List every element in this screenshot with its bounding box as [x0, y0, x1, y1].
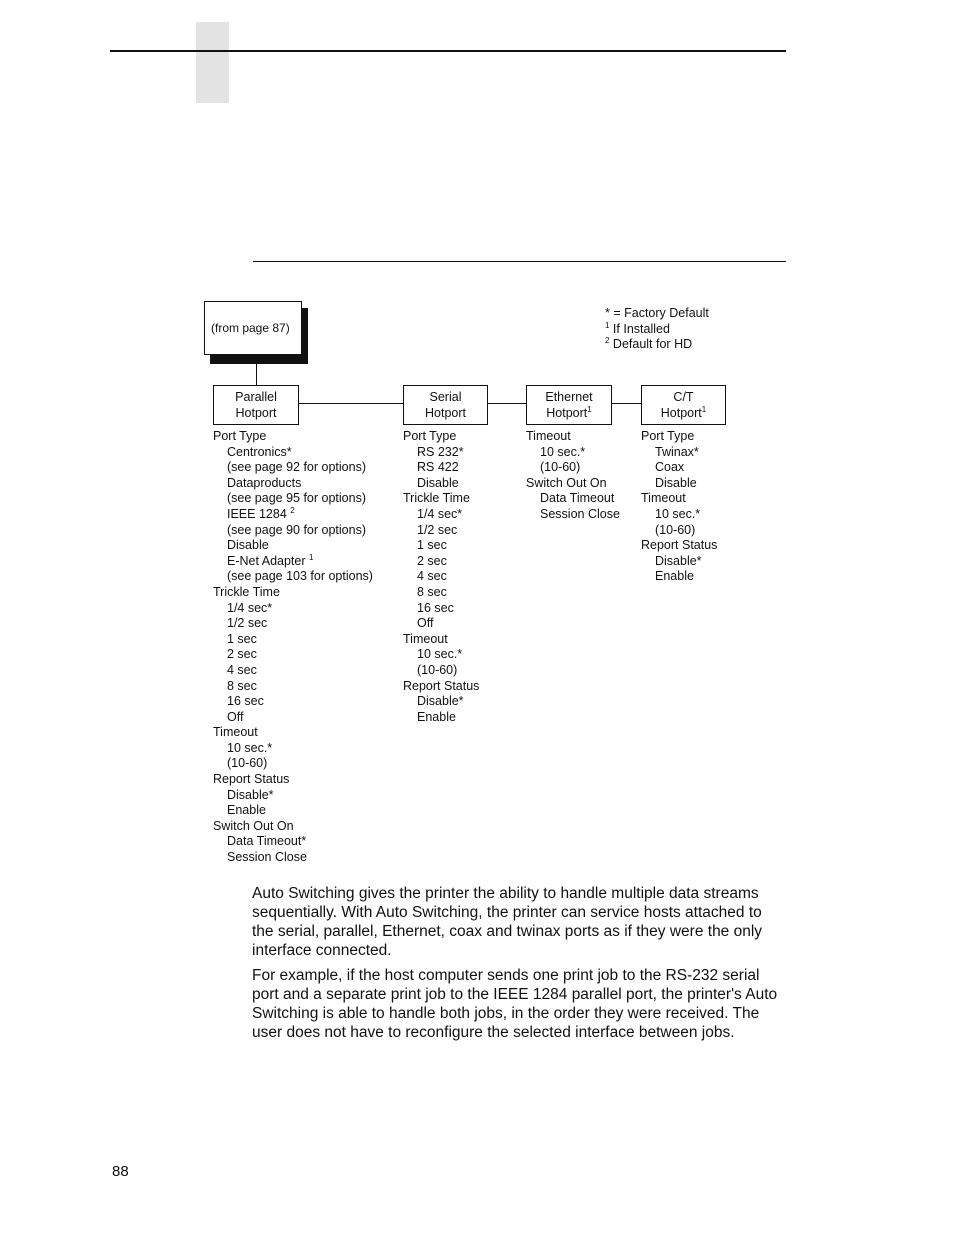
- connector-serial-ethernet: [487, 403, 526, 404]
- option-value: (10-60): [655, 522, 696, 537]
- option-value: 10 sec.*: [540, 444, 586, 459]
- option-heading: Trickle Time: [403, 491, 470, 506]
- option-heading: Port Type: [641, 429, 695, 443]
- option-value: 10 sec.*: [227, 740, 273, 755]
- option-value: 1/4 sec*: [417, 506, 463, 521]
- option-value: 1/2 sec: [227, 616, 268, 631]
- option-value: 16 sec: [227, 694, 264, 709]
- serial-hotport-node: Serial Hotport: [403, 385, 488, 425]
- option-heading: Port Type: [213, 429, 267, 443]
- parallel-hotport-node: Parallel Hotport: [213, 385, 299, 425]
- option-value: 16 sec: [417, 600, 454, 615]
- ct-hotport-node: C/T Hotport$^1$: [641, 385, 726, 425]
- ethernet-options-list: [526, 429, 620, 523]
- option-value: Disable*: [655, 553, 702, 568]
- option-value: (10-60): [227, 756, 268, 771]
- legend-item: $^1$ If Installed: [605, 320, 670, 336]
- option-value: Enable: [227, 803, 266, 818]
- option-value: Data Timeout*: [227, 834, 307, 849]
- option-value: RS 422: [417, 460, 459, 475]
- chapter-tab-block: [196, 22, 229, 103]
- option-value: 10 sec.*: [655, 506, 701, 521]
- option-value: (see page 95 for options): [227, 491, 366, 506]
- legend-item: * = Factory Default: [605, 306, 709, 320]
- option-value: 4 sec: [227, 662, 257, 677]
- legend-item: $^2$ Default for HD: [605, 335, 693, 351]
- option-value: 8 sec: [417, 584, 447, 599]
- connector-parallel-serial: [298, 403, 403, 404]
- option-value: RS 232*: [417, 444, 464, 459]
- option-heading: Timeout: [403, 631, 448, 646]
- option-value: Data Timeout: [540, 491, 615, 506]
- option-heading: Switch Out On: [213, 818, 294, 833]
- option-value: 4 sec: [417, 569, 447, 584]
- connector-ethernet-ct: [611, 403, 641, 404]
- option-value: Disable: [227, 538, 269, 553]
- body-paragraph: For example, if the host computer sends one print job to the RS-232 serial port and a separate print job to the IEEE 1284 parallel port, the printer's Auto Switching is able to handle both jobs, in the order they were received. The user does not have to reconfigure the selected interface between jobs.: [252, 967, 778, 1041]
- option-value: Disable: [417, 475, 459, 490]
- option-value: Session Close: [227, 850, 307, 865]
- legend: [605, 306, 709, 353]
- option-heading: Report Status: [403, 678, 480, 693]
- from-page-label: (from page 87): [211, 321, 290, 335]
- option-value: Disable*: [417, 694, 464, 709]
- option-heading: Timeout: [213, 725, 258, 740]
- option-value: (10-60): [417, 662, 458, 677]
- option-heading: Switch Out On: [526, 475, 607, 490]
- option-value: (see page 90 for options): [227, 522, 366, 537]
- option-value: Off: [417, 616, 434, 631]
- option-value: (10-60): [540, 460, 581, 475]
- option-heading: Timeout: [526, 429, 571, 443]
- option-value: 2 sec: [227, 647, 257, 662]
- option-value: 10 sec.*: [417, 647, 463, 662]
- connector-vertical: [256, 364, 257, 386]
- option-value: Centronics*: [227, 444, 292, 459]
- ethernet-hotport-node: Ethernet Hotport$^1$: [526, 385, 612, 425]
- from-page-box: [204, 301, 302, 355]
- option-value: Twinax*: [655, 444, 699, 459]
- page-number: 88: [112, 1163, 129, 1180]
- option-heading: Timeout: [641, 491, 686, 506]
- option-value: (see page 92 for options): [227, 460, 366, 475]
- option-value: 1/2 sec: [417, 522, 458, 537]
- option-value: E-Net Adapter $^1$: [227, 552, 314, 568]
- header-rule: [110, 50, 786, 52]
- option-value: 2 sec: [417, 553, 447, 568]
- ct-options-list: [641, 429, 717, 585]
- option-value: Dataproducts: [227, 475, 302, 490]
- option-value: IEEE 1284 $^2$: [227, 505, 295, 521]
- option-heading: Report Status: [213, 772, 290, 787]
- option-value: Coax: [655, 460, 685, 475]
- serial-options-list: [403, 429, 479, 725]
- option-value: (see page 103 for options): [227, 569, 373, 584]
- option-value: Enable: [417, 709, 456, 724]
- option-value: Disable*: [227, 787, 274, 802]
- option-value: Off: [227, 709, 244, 724]
- option-value: Session Close: [540, 506, 620, 521]
- option-value: 8 sec: [227, 678, 257, 693]
- option-heading: Report Status: [641, 538, 718, 553]
- parallel-options-list: [213, 429, 373, 866]
- section-rule: [253, 261, 786, 262]
- option-value: 1 sec: [417, 538, 447, 553]
- option-value: 1/4 sec*: [227, 600, 273, 615]
- option-value: 1 sec: [227, 631, 257, 646]
- option-value: Enable: [655, 569, 694, 584]
- option-heading: Port Type: [403, 429, 457, 443]
- body-paragraph: Auto Switching gives the printer the ability to handle multiple data streams sequentially. With Auto Switching, the printer can service hosts attached to the serial, parallel, Ethernet, coax and twinax ports as if they were the only interface connected.: [252, 885, 763, 959]
- option-value: Disable: [655, 475, 697, 490]
- option-heading: Trickle Time: [213, 584, 280, 599]
